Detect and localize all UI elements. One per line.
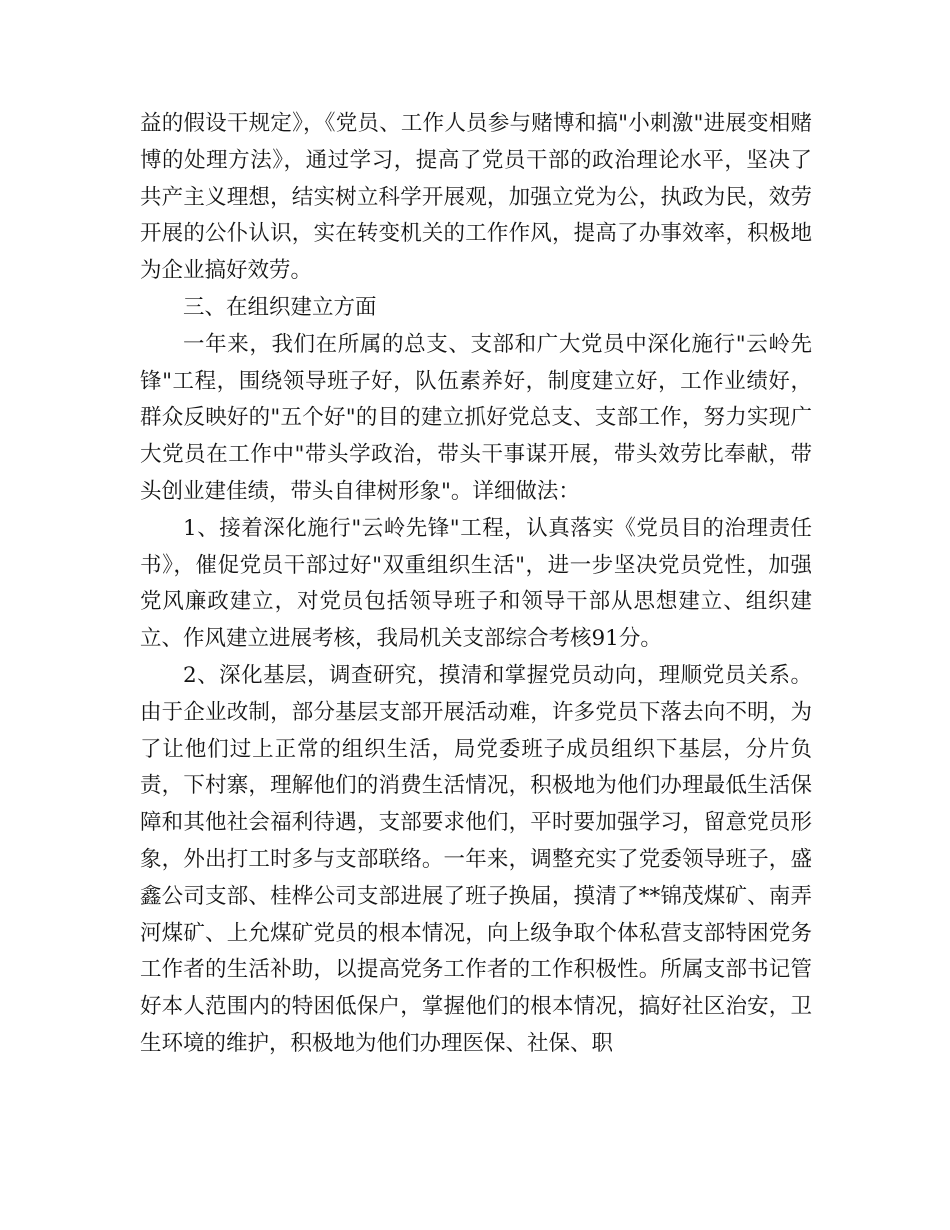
- document-body: [140, 106, 812, 1063]
- paragraph-study-outcomes: 益的假设干规定》，《党员、工作人员参与赌博和搞"小刺激"进展变相赌博的处理方法》，通过学习，提高了党员干部的政治理论水平，坚决了共产主义理想，结实树立科学开展观，加强立党为公，执政为民，效劳开展的公仆认识，实在转变机关的工作作风，提高了办事效率，积极地为企业搞好效劳。: [140, 111, 812, 284]
- paragraph-yunling-pioneer: 一年来，我们在所属的总支、支部和广大党员中深化施行"云岭先锋"工程，围绕领导班子好，队伍素养好，制度建立好，工作业绩好，群众反映好的"五个好"的目的建立抓好党总支、支部工作，努力实现广大党员在工作中"带头学政治，带头干事谋开展，带头效劳比奉献，带头创业建佳绩，带头自律树形象"。详细做法：: [140, 331, 812, 504]
- paragraph-item-2: 2、深化基层，调查研究，摸清和掌握党员动向，理顺党员关系。由于企业改制，部分基层支部开展活动难，许多党员下落去向不明，为了让他们过上正常的组织生活，局党委班子成员组织下基层，分片负责，下村寨，理解他们的消费生活情况，积极地为他们办理最低生活保障和其他社会福利待遇，支部要求他们，平时要加强学习，留意党员形象，外出打工时多与支部联络。一年来，调整充实了党委领导班子，盛鑫公司支部、桂桦公司支部进展了班子换届，摸清了**锦茂煤矿、南弄河煤矿、上允煤矿党员的根本情况，向上级争取个体私营支部特困党务工作者的生活补助，以提高党务工作者的工作积极性。所属支部书记管好本人范围内的特困低保户，掌握他们的根本情况，搞好社区治安，卫生环境的维护，积极地为他们办理医保、社保、职: [140, 662, 812, 1056]
- section-heading-organization: 三、在组织建立方面: [183, 294, 377, 320]
- paragraph-item-1: 1、接着深化施行"云岭先锋"工程，认真落实《党员目的治理责任书》，催促党员干部过好"双重组织生活"，进一步坚决党员党性，加强党风廉政建立，对党员包括领导班子和领导干部从思想建立、组织建立、作风建立进展考核，我局机关支部综合考核91分。: [140, 515, 812, 652]
